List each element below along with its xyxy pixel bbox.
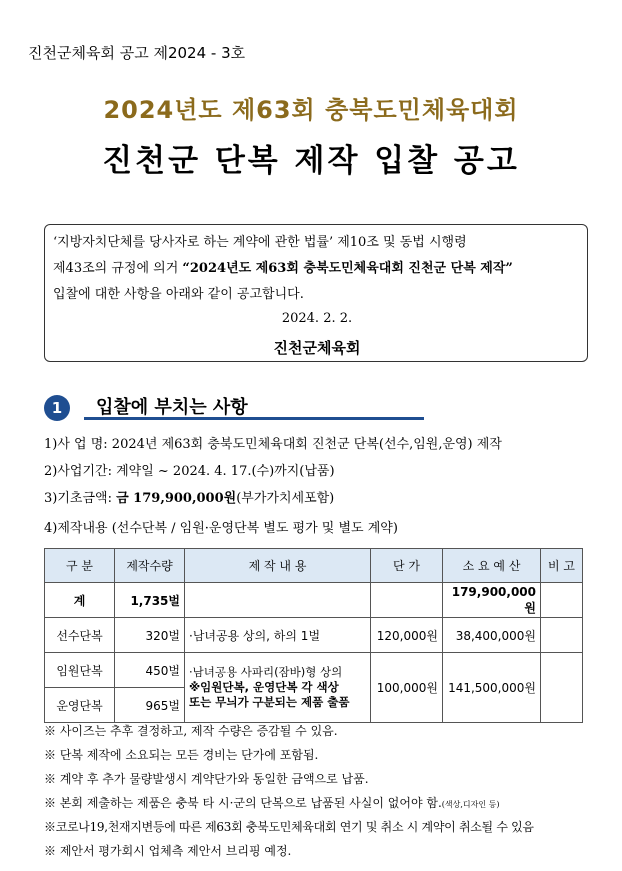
note-product bbox=[44, 794, 499, 811]
shared-remark bbox=[541, 653, 583, 723]
intro-line-3: 입찰에 대한 사항을 아래와 같이 공고합니다. bbox=[53, 287, 304, 302]
total-budget: 179,900,000원 bbox=[443, 583, 541, 618]
header-category: 구 분 bbox=[45, 549, 115, 583]
organization-name: 진천군체육회 bbox=[273, 339, 361, 357]
note-cost: ※ 단복 제작에 소요되는 모든 경비는 단가에 포함됨. bbox=[44, 748, 319, 762]
player-category: 선수단복 bbox=[45, 618, 115, 653]
section-title: 입찰에 부치는 사항 bbox=[96, 397, 248, 418]
total-quantity: 1,735벌 bbox=[115, 583, 185, 618]
note-additional: ※ 계약 후 추가 물량발생시 계약단가와 동일한 금액으로 납품. bbox=[44, 772, 369, 786]
table-row bbox=[45, 653, 583, 688]
item-base-amount-prefix: 3)기초금액: bbox=[44, 491, 117, 506]
note-size: ※ 사이즈는 추후 결정하고, 제작 수량은 증감될 수 있음. bbox=[44, 724, 338, 738]
header-budget: 소 요 예 산 bbox=[443, 549, 541, 583]
shared-content-line-1: ·남녀공용 사파리(잠바)형 상의 bbox=[189, 665, 343, 679]
page-title: 2024년도 제63회 충북도민체육대회 bbox=[103, 96, 519, 124]
table-row bbox=[45, 583, 583, 618]
shared-content-line-3: 또는 무늬가 구분되는 제품 출품 bbox=[189, 695, 350, 709]
player-budget: 38,400,000원 bbox=[443, 618, 541, 653]
operation-category: 운영단복 bbox=[45, 688, 115, 723]
item-base-amount-suffix: (부가가치세포함) bbox=[236, 491, 335, 506]
note-cancel: ※코로나19,천재지변등에 따른 제63회 충북도민체육대회 연기 및 취소 시 계약이 취소될 수 있음 bbox=[44, 820, 534, 834]
player-content: ·남녀공용 상의, 하의 1벌 bbox=[185, 618, 371, 653]
section-number-badge: 1 bbox=[44, 395, 70, 421]
total-content bbox=[185, 583, 371, 618]
base-amount-value: 금 179,900,000원 bbox=[116, 491, 237, 506]
total-unit-price bbox=[371, 583, 443, 618]
total-remark bbox=[541, 583, 583, 618]
intro-box bbox=[44, 224, 588, 362]
item-project-name: 1)사 업 명: 2024년 제63회 충북도민체육대회 진천군 단복(선수,임원,운영) 제작 bbox=[44, 437, 502, 452]
intro-line-1: ‘지방자치단체를 당사자로 하는 계약에 관한 법률’ 제10조 및 동법 시행령 bbox=[53, 235, 467, 250]
total-category: 계 bbox=[45, 583, 115, 618]
notice-number: 진천군체육회 공고 제2024 - 3호 bbox=[28, 44, 246, 62]
item-production-content: 4)제작내용 (선수단복 / 임원·운영단복 별도 평가 및 별도 계약) bbox=[44, 521, 398, 536]
item-period: 2)사업기간: 계약일 ~ 2024. 4. 17.(수)까지(납품) bbox=[44, 464, 335, 479]
note-product-text: ※ 본회 제출하는 제품은 충북 타 시·군의 단복으로 납품된 사실이 없어야 함. bbox=[44, 796, 442, 810]
operation-quantity: 965벌 bbox=[115, 688, 185, 723]
table-header-row bbox=[45, 549, 583, 583]
player-remark bbox=[541, 618, 583, 653]
note-briefing: ※ 제안서 평가회시 업체측 제안서 브리핑 예정. bbox=[44, 844, 292, 858]
note-product-small: (색상,디자인 등) bbox=[441, 800, 500, 809]
shared-unit-price: 100,000원 bbox=[371, 653, 443, 723]
player-unit-price: 120,000원 bbox=[371, 618, 443, 653]
shared-budget: 141,500,000원 bbox=[443, 653, 541, 723]
player-quantity: 320벌 bbox=[115, 618, 185, 653]
intro-project-name: “2024년도 제63회 충북도민체육대회 진천군 단복 제작” bbox=[182, 261, 513, 276]
table-row bbox=[45, 618, 583, 653]
page-subtitle: 진천군 단복 제작 입찰 공고 bbox=[102, 143, 520, 179]
header-content: 제 작 내 용 bbox=[185, 549, 371, 583]
intro-line-2 bbox=[53, 257, 513, 276]
header-quantity: 제작수량 bbox=[115, 549, 185, 583]
shared-content-line-2: ※임원단복, 운영단복 각 색상 bbox=[189, 680, 339, 694]
item-base-amount bbox=[44, 487, 334, 506]
officer-category: 임원단복 bbox=[45, 653, 115, 688]
officer-quantity: 450벌 bbox=[115, 653, 185, 688]
header-unit-price: 단 가 bbox=[371, 549, 443, 583]
notice-date: 2024. 2. 2. bbox=[281, 311, 353, 326]
shared-content bbox=[185, 653, 371, 723]
header-remark: 비 고 bbox=[541, 549, 583, 583]
intro-line-2-prefix: 제43조의 규정에 의거 bbox=[53, 261, 183, 276]
bid-table bbox=[44, 548, 583, 723]
